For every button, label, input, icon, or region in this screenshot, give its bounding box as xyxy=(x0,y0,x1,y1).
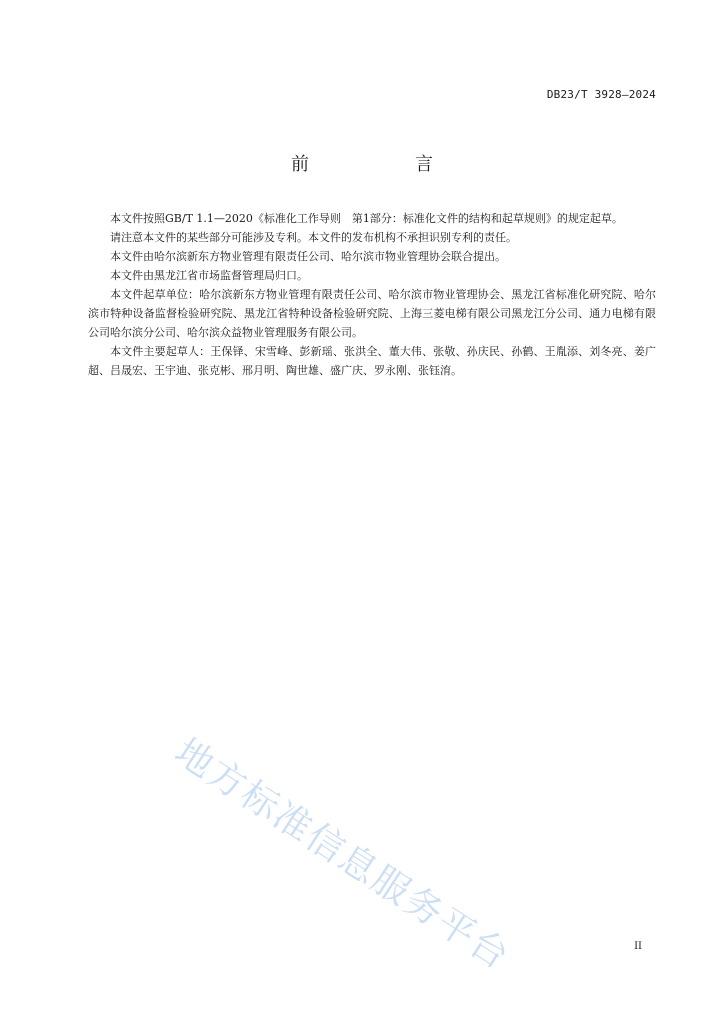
paragraph-administrator: 本文件由黑龙江省市场监督管理局归口。 xyxy=(110,269,308,282)
watermark: 地方标准信息服务平台 xyxy=(167,729,518,979)
paragraph-drafting-units: 本文件起草单位：哈尔滨新东方物业管理有限责任公司、哈尔滨市物业管理协会、黑龙江省标准化研究院、哈尔滨市特种设备监督检验研究院、黑龙江省特种设备检验研究院、上海三菱电梯有限公司黑龙江分公司、通力电梯有限公司哈尔滨分公司、哈尔滨众益物业管理服务有限公司。 xyxy=(88,288,656,339)
page-title: 前 言 xyxy=(291,154,477,175)
paragraph-drafters: 本文件主要起草人：王保铎、宋雪峰、彭新瑶、张洪全、董大伟、张敬、孙庆民、孙鹤、王胤添、刘冬亮、姜广超、吕晟宏、王宇迪、张克彬、邢月明、陶世雄、盛广庆、罗永刚、张钰淯。 xyxy=(88,345,656,377)
document-code: DB23/T 3928—2024 xyxy=(546,88,656,101)
paragraph-proposer: 本文件由哈尔滨新东方物业管理有限责任公司、哈尔滨市物业管理协会联合提出。 xyxy=(110,250,506,263)
paragraph-patent-notice: 请注意本文件的某些部分可能涉及专利。本文件的发布机构不承担识别专利的责任。 xyxy=(110,231,517,244)
foreword-body xyxy=(88,209,656,380)
paragraph-drafting-rules: 本文件按照GB/T 1.1—2020《标准化工作导则 第1部分：标准化文件的结构和起草规则》的规定起草。 xyxy=(110,212,623,225)
page-number: II xyxy=(634,941,642,952)
